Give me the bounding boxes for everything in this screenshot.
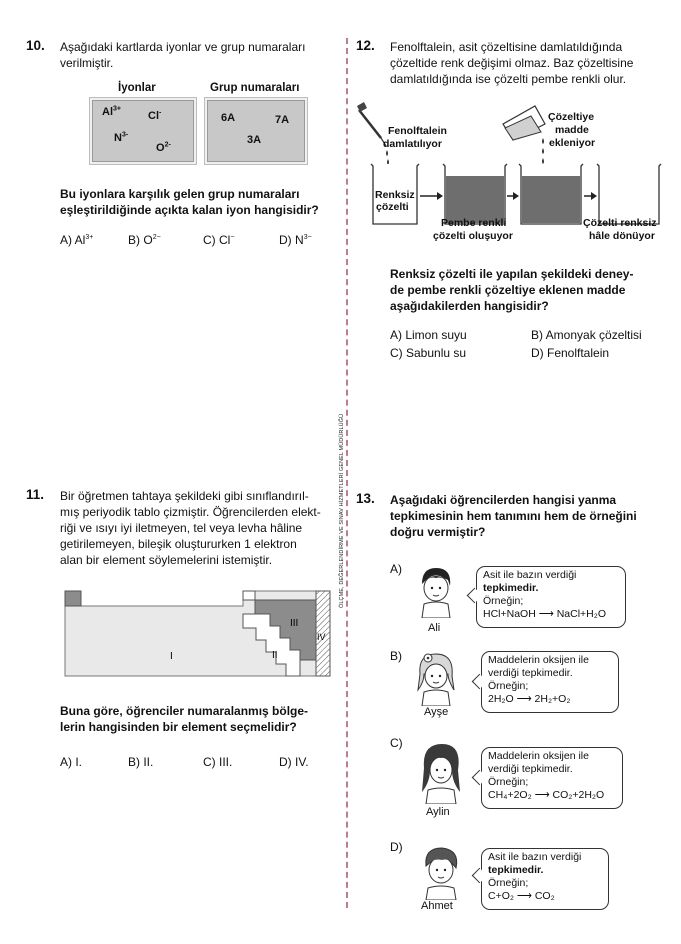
q13-option-b[interactable]: B) [390, 649, 402, 663]
q11-text-line5: alan bir element söylemelerini istemiştir. [60, 553, 273, 567]
region-iii-label: III [290, 618, 299, 629]
q12-question-line2: de pembe renkli çözeltiye eklenen madde [390, 283, 626, 297]
q11-question-line2: lerin hangisinden bir element seçmelidir? [60, 720, 297, 734]
dropper-icon [357, 102, 389, 165]
student-aylin-avatar [418, 742, 464, 804]
q10-number: 10. [26, 38, 45, 53]
q12-question-line3: aşağıdakilerden hangisidir? [390, 299, 549, 313]
speech-bubble-aylin: Maddelerin oksijen ile verdiği tepkimedir. Örneğin; CH₄+2O₂ ⟶ CO₂+2H₂O [481, 747, 623, 809]
ion-cl: Cl- [148, 109, 162, 122]
ion-al: $Al^{3+}$ [102, 105, 121, 118]
q12-text-line3: damlatıldığında ise çözelti pembe renkli olur. [390, 72, 627, 86]
beaker-pink-adding [519, 164, 583, 224]
label-colorless-line1: Renksiz [375, 189, 415, 201]
student-aylin-name: Aylin [426, 806, 450, 818]
q10-question-line1: Bu iyonlara karşılık gelen grup numaraları [60, 187, 300, 201]
q11-option-d[interactable]: D) IV. [279, 755, 309, 769]
q11-text-line2: mış periyodik tablo çizmiştir. Öğrencilerden elekt- [60, 505, 321, 519]
q10-option-b[interactable]: B) $O^{2-}$ [128, 233, 161, 247]
q10-option-c[interactable]: C) Cl− [203, 233, 235, 247]
side-label: ÖLÇME, DEĞERLENDİRME VE SINAV HİZMETLERİ GENEL MÜDÜRLÜĞÜ [339, 413, 345, 608]
label-add-line1: Çözeltiye [548, 111, 595, 123]
speech-bubble-ayse: Maddelerin oksijen ile verdiği tepkimedir. Örneğin; 2H₂O ⟶ 2H₂+O₂ [481, 651, 619, 713]
student-ayse-avatar [414, 650, 460, 706]
region-i-label: I [170, 651, 173, 662]
q12-option-a[interactable]: A) Limon suyu [390, 328, 467, 342]
student-ali-avatar [414, 566, 458, 618]
q11-text-line4: getirilemeyen, bileşik oluştururken 1 elektron [60, 537, 297, 551]
q11-number: 11. [26, 487, 45, 502]
q10-option-a[interactable]: A) $Al^{3+}$ [60, 233, 94, 247]
label-dropper-line1: Fenolftalein [388, 125, 447, 137]
label-back-line2: hâle dönüyor [589, 230, 655, 242]
label-pink-line2: çözelti oluşuyor [433, 230, 513, 242]
ion-n: $N^{3-}$ [114, 131, 129, 144]
q12-option-d[interactable]: D) Fenolftalein [531, 346, 610, 360]
q12-question-line1: Renksiz çözelti ile yapılan şekildeki deney- [390, 267, 634, 281]
label-dropper-line2: damlatılıyor [383, 138, 442, 150]
ions-card-title: İyonlar [118, 82, 156, 94]
label-back-line1: Çözelti renksiz [583, 217, 657, 229]
student-ahmet-avatar [418, 846, 464, 900]
q10-text-line1: Aşağıdaki kartlarda iyonlar ve grup numaraları [60, 40, 306, 54]
q13-option-d[interactable]: D) [390, 840, 403, 854]
group-7a: 7A [275, 114, 290, 126]
q13-question-line1: Aşağıdaki öğrencilerden hangisi yanma [390, 493, 617, 507]
q11-option-a[interactable]: A) I. [60, 755, 83, 769]
groups-card [205, 98, 307, 164]
label-colorless-line2: çözelti [376, 201, 409, 213]
beaker-cleared [597, 164, 661, 224]
q12-text-line1: Fenolftalein, asit çözeltisine damlatıldığında [390, 40, 623, 54]
q11-text-line1: Bir öğretmen tahtaya şekildeki gibi sınıflandırıl- [60, 489, 309, 503]
periodic-table-diagram [62, 588, 334, 682]
q13-question-line3: doğru vermiştir? [390, 525, 486, 539]
speech-bubble-ali: Asit ile bazın verdiği tepkimedir. Örneğin; HCl+NaOH ⟶ NaCl+H₂O [476, 566, 626, 628]
q10-text-line2: verilmiştir. [60, 56, 114, 70]
groups-card-title: Grup numaraları [210, 82, 300, 94]
ion-o: $O^{2-}$ [156, 141, 171, 154]
q11-option-c[interactable]: C) III. [203, 755, 233, 769]
student-ahmet-name: Ahmet [421, 900, 453, 912]
q11-option-b[interactable]: B) II. [128, 755, 154, 769]
q12-option-c[interactable]: C) Sabunlu su [390, 346, 467, 360]
q11-question-line1: Buna göre, öğrenciler numaralanmış bölge- [60, 704, 309, 718]
label-add-line2: madde [555, 124, 589, 136]
q13-question-line2: tepkimesinin hem tanımını hem de örneğini [390, 509, 637, 523]
ions-card [90, 98, 196, 164]
group-3a: 3A [247, 134, 262, 146]
q10-option-d[interactable]: D) $N^{3-}$ [279, 233, 312, 247]
speech-bubble-ahmet: Asit ile bazın verdiği tepkimedir. Örneğin; C+O₂ ⟶ CO₂ [481, 848, 609, 910]
pouring-beaker-icon [503, 106, 545, 164]
q12-number: 12. [356, 38, 375, 53]
q12-option-b[interactable]: B) Amonyak çözeltisi [531, 328, 642, 342]
q13-option-a[interactable]: A) [390, 562, 402, 576]
beaker-pink [443, 164, 507, 224]
student-ali-name: Ali [428, 622, 441, 634]
q10-question-line2: eşleştirildiğinde açıkta kalan iyon hangisidir? [60, 203, 319, 217]
label-add-line3: ekleniyor [549, 137, 596, 149]
group-6a: 6A [221, 112, 236, 124]
q11-text-line3: riği ve ısıyı iyi iletmeyen, tel veya levha hâline [60, 521, 303, 535]
student-ayse-name: Ayşe [424, 706, 449, 718]
label-pink-line1: Pembe renkli [441, 217, 507, 229]
q13-option-c[interactable]: C) [390, 736, 403, 750]
q13-number: 13. [356, 491, 375, 506]
q12-text-line2: çözeltide renk değişimi olmaz. Baz çözeltisine [390, 56, 634, 70]
region-iv-label: IV [317, 632, 326, 642]
region-ii-label: II [272, 650, 278, 661]
